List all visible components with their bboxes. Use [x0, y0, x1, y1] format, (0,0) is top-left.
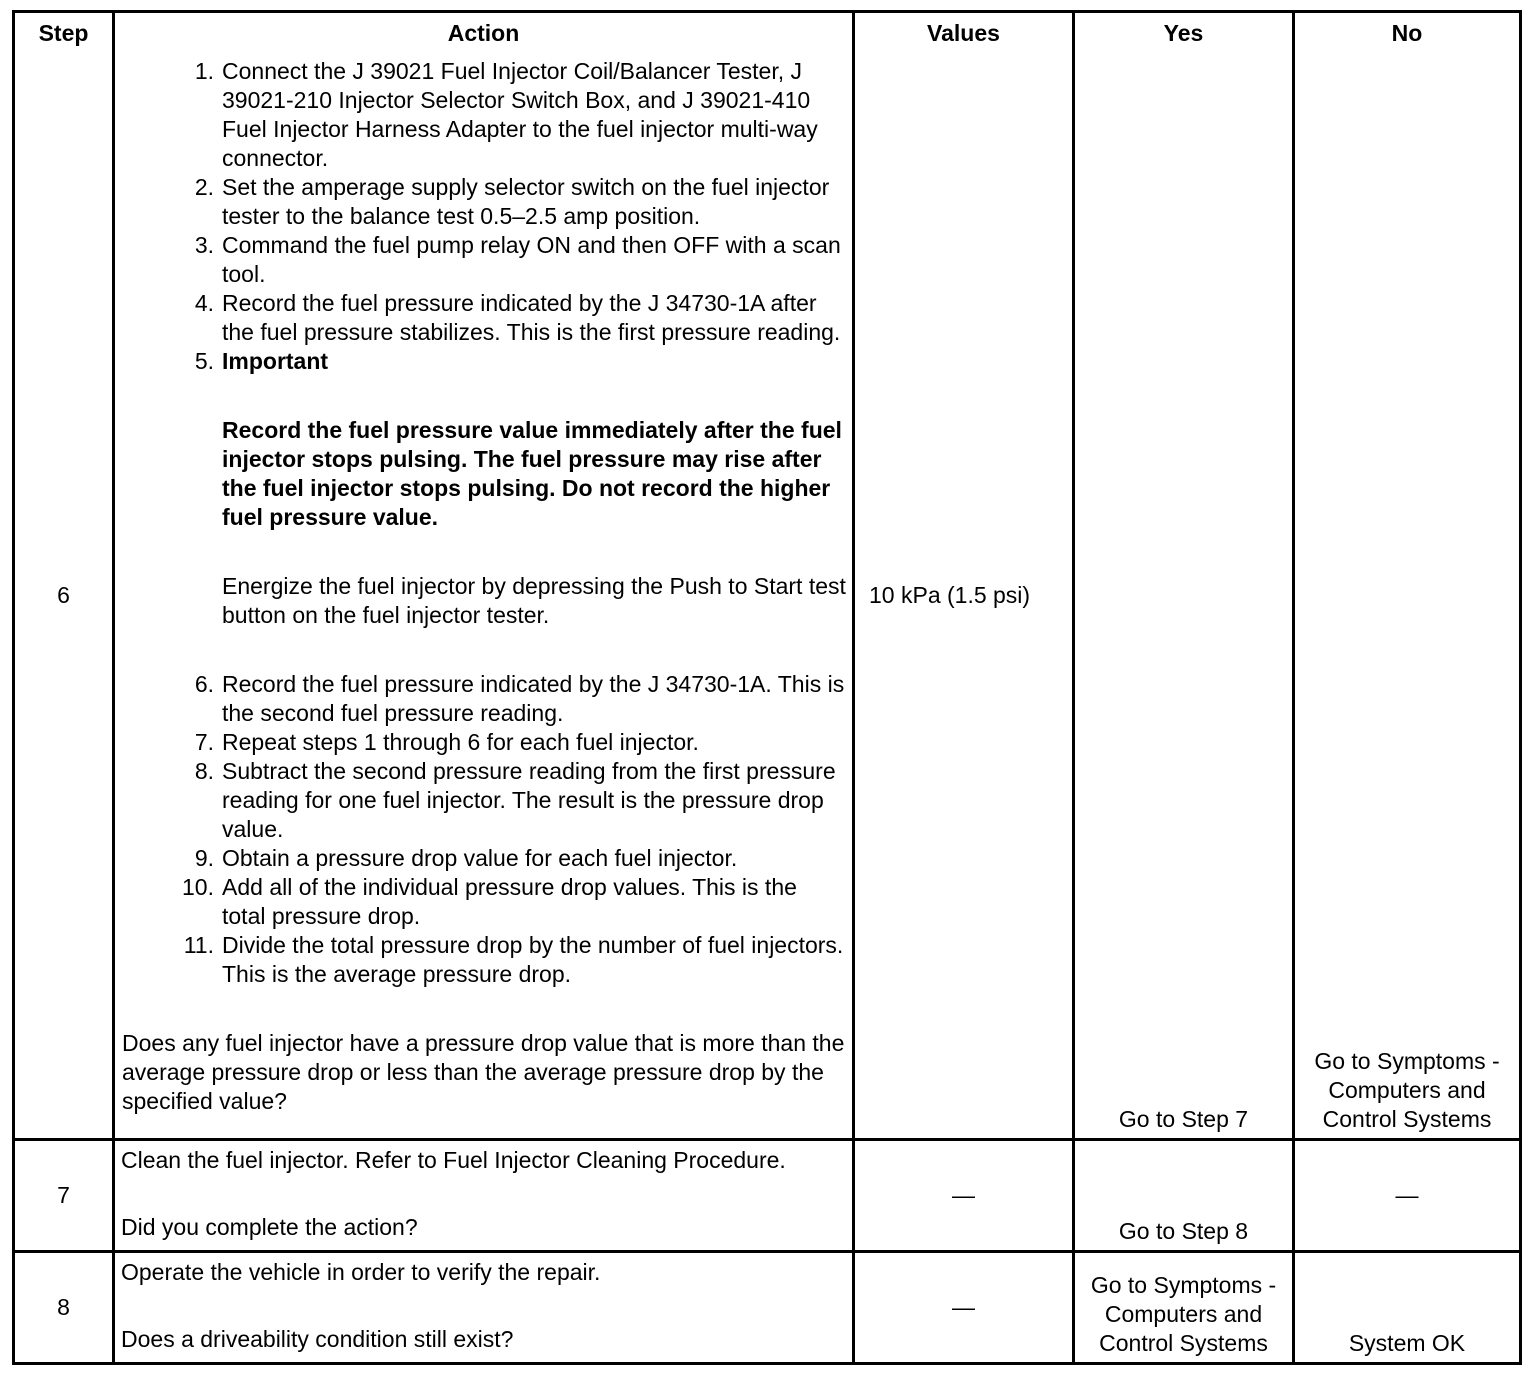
- list-item: 3. Command the fuel pump relay ON and then OFF with a scan tool.: [194, 232, 841, 287]
- list-item: 11. Divide the total pressure drop by the number of fuel injectors. This is the average pressure drop.: [183, 932, 844, 987]
- list-item: 8. Subtract the second pressure reading from the first pressure reading for one fuel injector. The result is the pressure drop value.: [194, 758, 836, 842]
- action-cell: [115, 1253, 855, 1362]
- yes-cell: Go to Step 8: [1075, 1141, 1295, 1253]
- values-cell: —: [855, 1141, 1075, 1253]
- step-number: 6: [15, 53, 115, 1141]
- action-text: Operate the vehicle in order to verify the repair.: [121, 1259, 601, 1285]
- diagnostic-table: [12, 10, 1522, 1365]
- step-number: 8: [15, 1253, 115, 1362]
- header-no: No: [1391, 19, 1423, 46]
- values-cell: —: [855, 1253, 1075, 1362]
- header-row: [15, 13, 1519, 53]
- table-row-step-6: [15, 53, 1519, 1141]
- yes-cell: Go to Symptoms - Computers and Control Systems: [1075, 1253, 1295, 1362]
- step-question: Does a driveability condition still exist?: [121, 1326, 514, 1352]
- list-item: 1. Connect the J 39021 Fuel Injector Coil/Balancer Tester, J 39021-210 Injector Selector Switch Box, and J 39021-410 Fuel Injector Harness Adapter to the fuel injector multi-way connector.: [194, 58, 818, 171]
- values-cell: 10 kPa (1.5 psi): [855, 53, 1075, 1141]
- table-row-step-7: [15, 1141, 1519, 1253]
- header-yes: Yes: [1075, 13, 1295, 53]
- step-question: Did you complete the action?: [121, 1214, 418, 1240]
- action-cell: [115, 53, 855, 1141]
- list-item: 7. Repeat steps 1 through 6 for each fuel injector.: [194, 729, 699, 755]
- header-values: Values: [855, 13, 1075, 53]
- step-question: Does any fuel injector have a pressure drop value that is more than the average pressure drop or less than the average pressure drop by the specified value?: [122, 1030, 845, 1114]
- list-item: 5. Important Record the fuel pressure value immediately after the fuel injector stops pulsing. The fuel pressure may rise after the fuel injector stops pulsing. Do not record the higher fuel pressure value. Energize the fuel injector by depressing the Push to Start test button on the fuel injector tester.: [194, 348, 846, 628]
- energize-instruction: Energize the fuel injector by depressing the Push to Start test button on the fuel injector tester.: [222, 573, 846, 628]
- list-item: 10. Add all of the individual pressure drop values. This is the total pressure drop.: [182, 874, 797, 929]
- yes-cell: Go to Step 7: [1075, 53, 1295, 1141]
- header-action: Action: [115, 13, 855, 53]
- action-text: Clean the fuel injector. Refer to Fuel Injector Cleaning Procedure.: [121, 1147, 786, 1173]
- no-cell: —: [1295, 1141, 1519, 1253]
- list-item: 6. Record the fuel pressure indicated by the J 34730-1A. This is the second fuel pressure reading.: [194, 671, 845, 726]
- no-cell: Go to Symptoms - Computers and Control Systems: [1295, 53, 1519, 1141]
- table-row-step-8: [15, 1253, 1519, 1362]
- action-cell: [115, 1141, 855, 1253]
- important-heading: Important: [222, 348, 329, 374]
- no-cell: System OK: [1348, 1330, 1466, 1356]
- header-step: Step: [15, 13, 115, 53]
- step-number: 7: [15, 1141, 115, 1253]
- action-steps-list: [122, 57, 846, 989]
- important-note: Record the fuel pressure value immediately after the fuel injector stops pulsing. The fuel pressure may rise after the fuel injector stops pulsing. Do not record the higher fuel pressure value.: [222, 417, 842, 530]
- list-item: 9. Obtain a pressure drop value for each fuel injector.: [194, 845, 738, 871]
- list-item: 2. Set the amperage supply selector switch on the fuel injector tester to the balance test 0.5–2.5 amp position.: [194, 174, 830, 229]
- list-item: 4. Record the fuel pressure indicated by the J 34730-1A after the fuel pressure stabilizes. This is the first pressure reading.: [194, 290, 841, 345]
